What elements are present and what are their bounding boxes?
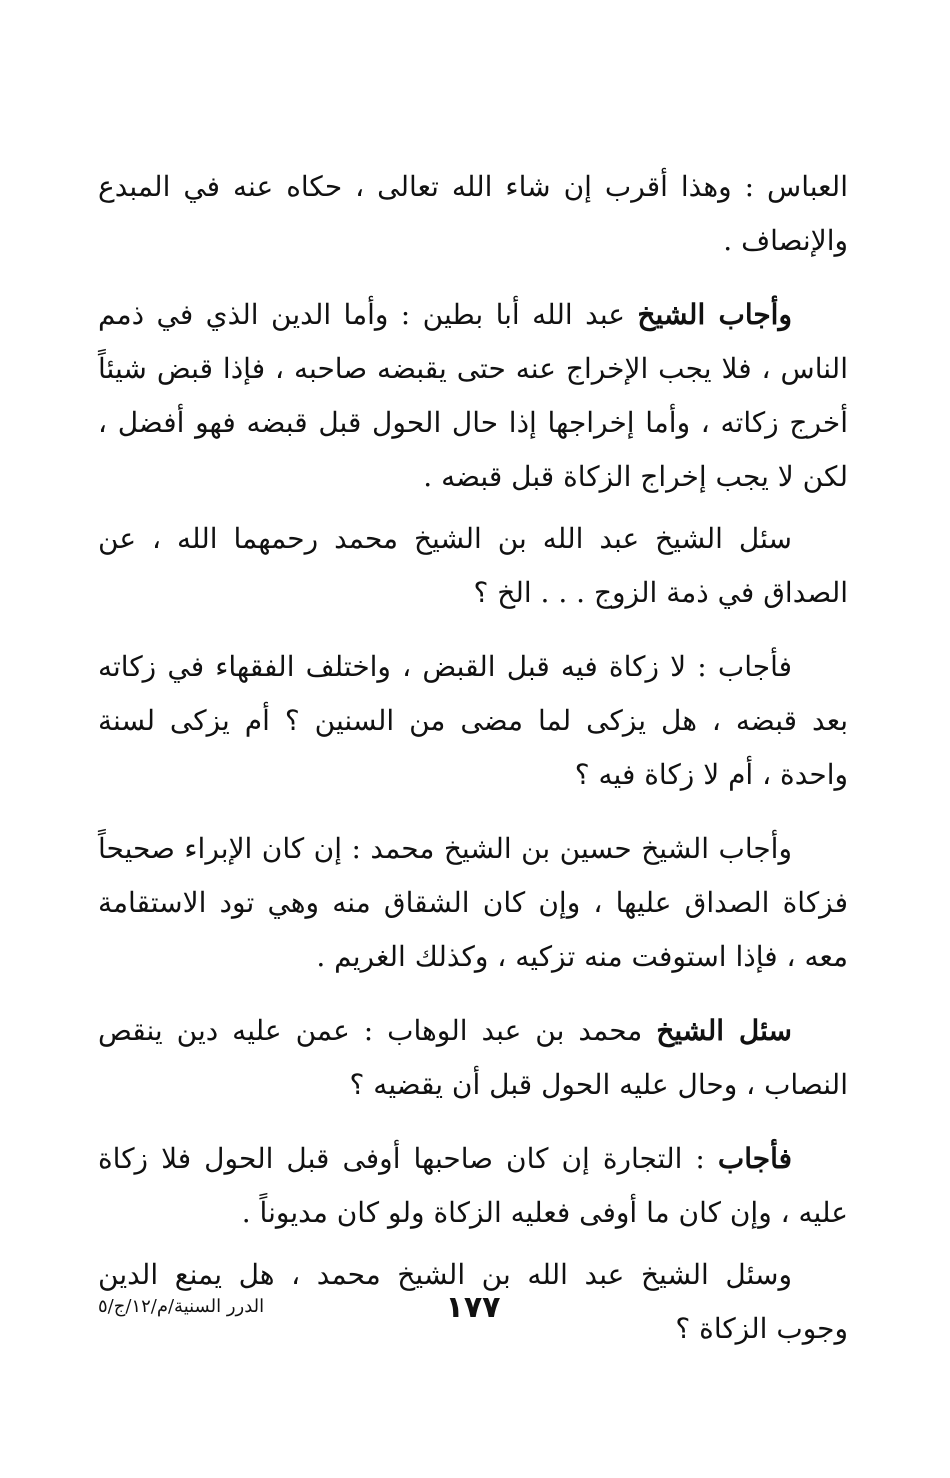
paragraph-1-text: العباس : وهذا أقرب إن شاء الله تعالى ، حكاه عنه في المبدع والإنصاف . — [98, 170, 848, 257]
paragraph-4-text: فأجاب : لا زكاة فيه قبل القبض ، واختلف الفقهاء في زكاته بعد قبضه ، هل يزكى لما مضى من السنين ؟ أم يزكى لسنة واحدة ، أم لا زكاة فيه ؟ — [98, 650, 848, 791]
page-body — [98, 160, 848, 1356]
paragraph-8-text: وسئل الشيخ عبد الله بن الشيخ محمد ، هل يمنع الدين وجوب الزكاة ؟ — [98, 1258, 848, 1345]
paragraph-2 — [98, 288, 848, 504]
book-reference: الدرر السنية/م/١٢/ج/٥ — [98, 1296, 265, 1317]
paragraph-7-text: : التجارة إن كان صاحبها أوفى قبل الحول فلا زكاة عليه ، وإن كان ما أوفى فعليه الزكاة ولو كان مديوناً . — [98, 1142, 848, 1229]
paragraph-1 — [98, 160, 848, 268]
paragraph-5-text: وأجاب الشيخ حسين بن الشيخ محمد : إن كان الإبراء صحيحاً فزكاة الصداق عليها ، وإن كان الشقاق منه وهي تود الاستقامة معه ، فإذا استوفت منه تزكيه ، وكذلك الغريم . — [98, 832, 848, 973]
page-footer — [98, 1290, 848, 1330]
paragraph-2-text: عبد الله أبا بطين : وأما الدين الذي في ذمم الناس ، فلا يجب الإخراج عنه حتى يقبضه صاحبه ، فإذا قبض شيئاً أخرج زكاته ، وأما إخراجها إذا حال الحول قبل قبضه فهو أفضل ، لكن لا يجب إخراج الزكاة قبل قبضه . — [98, 298, 848, 493]
paragraph-5 — [98, 822, 848, 984]
paragraph-4 — [98, 640, 848, 802]
paragraph-2-lead: وأجاب الشيخ — [637, 298, 792, 331]
paragraph-7-lead: فأجاب — [717, 1142, 792, 1175]
paragraph-3 — [98, 512, 848, 620]
paragraph-6-lead: سئل الشيخ — [656, 1014, 792, 1047]
paragraph-7 — [98, 1132, 848, 1240]
paragraph-3-text: سئل الشيخ عبد الله بن الشيخ محمد رحمهما الله ، عن الصداق في ذمة الزوج . . . الخ ؟ — [98, 522, 848, 609]
paragraph-6 — [98, 1004, 848, 1112]
page-number: ١٧٧ — [445, 1290, 501, 1325]
paragraph-6-text: محمد بن عبد الوهاب : عمن عليه دين ينقص النصاب ، وحال عليه الحول قبل أن يقضيه ؟ — [98, 1014, 848, 1101]
